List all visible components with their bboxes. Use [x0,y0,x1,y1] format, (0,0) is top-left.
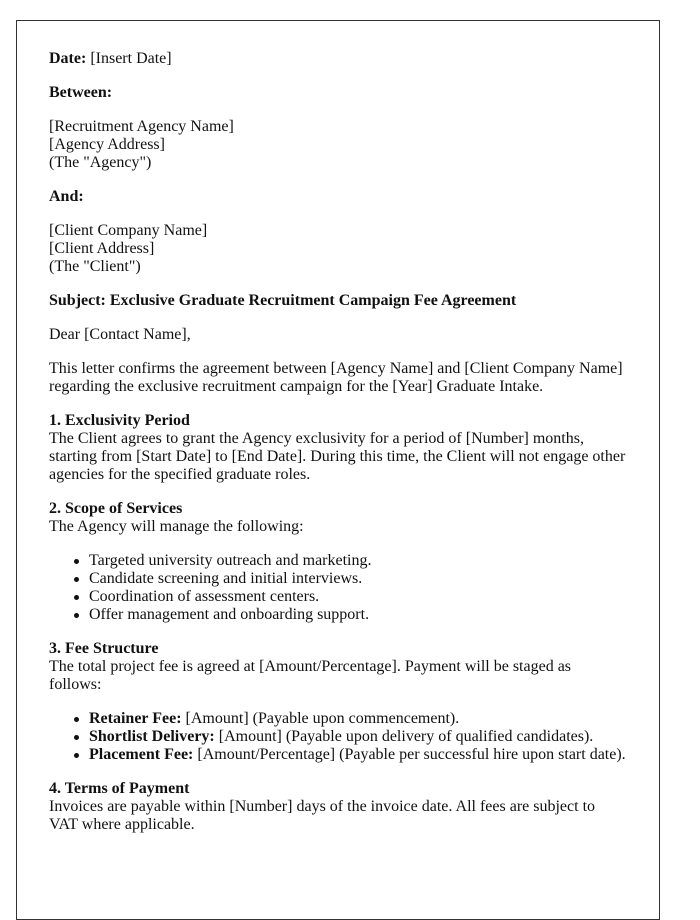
client-address: [Client Address] [49,240,155,257]
list-item-placement-fee [89,746,627,764]
list-item: Coordination of assessment centers. [89,588,627,606]
client-block [49,222,627,276]
section-body: The Agency will manage the following: [49,518,304,535]
fee-list [49,710,627,764]
fee-text: [Amount] (Payable upon delivery of qualified candidates). [214,728,594,745]
list-item: Offer management and onboarding support. [89,606,627,624]
section-scope-of-services [49,500,627,624]
between-label: Between: [49,84,113,101]
date-value: [Insert Date] [90,50,172,67]
agency-address: [Agency Address] [49,136,165,153]
section-heading: 2. Scope of Services [49,500,183,517]
date-line [49,50,627,68]
intro-paragraph: This letter confirms the agreement between [Agency Name] and [Client Company Name] regarding the exclusive recruitment campaign for the [Year] Graduate Intake. [49,360,623,395]
and-label: And: [49,188,84,205]
section-exclusivity-period [49,412,627,484]
list-item-shortlist-delivery [89,728,627,746]
fee-label: Placement Fee: [89,746,194,763]
fee-label: Retainer Fee: [89,710,182,727]
letter-page [16,20,660,920]
list-item-retainer-fee [89,710,627,728]
salutation: Dear [Contact Name], [49,326,191,343]
fee-text: [Amount/Percentage] (Payable per successful hire upon start date). [193,746,626,763]
agency-block [49,118,627,172]
list-item: Targeted university outreach and marketing. [89,552,627,570]
section-heading: 3. Fee Structure [49,640,159,657]
date-label: Date: [49,50,87,67]
subject-line: Subject: Exclusive Graduate Recruitment Campaign Fee Agreement [49,292,517,309]
fee-label: Shortlist Delivery: [89,728,215,745]
client-alias: (The "Client") [49,258,141,275]
section-terms-of-payment [49,780,627,834]
agency-alias: (The "Agency") [49,154,152,171]
section-body: The total project fee is agreed at [Amount/Percentage]. Payment will be staged as follows: [49,658,572,693]
list-item: Candidate screening and initial interviews. [89,570,627,588]
agency-name: [Recruitment Agency Name] [49,118,234,135]
section-fee-structure [49,640,627,764]
section-body: The Client agrees to grant the Agency exclusivity for a period of [Number] months, starting from [Start Date] to [End Date]. During this time, the Client will not engage other agencies for the specified graduate roles. [49,430,626,483]
section-heading: 4. Terms of Payment [49,780,190,797]
section-heading: 1. Exclusivity Period [49,412,190,429]
client-name: [Client Company Name] [49,222,208,239]
section-body: Invoices are payable within [Number] days of the invoice date. All fees are subject to VAT where applicable. [49,798,596,833]
services-list [49,552,627,624]
fee-text: [Amount] (Payable upon commencement). [181,710,460,727]
